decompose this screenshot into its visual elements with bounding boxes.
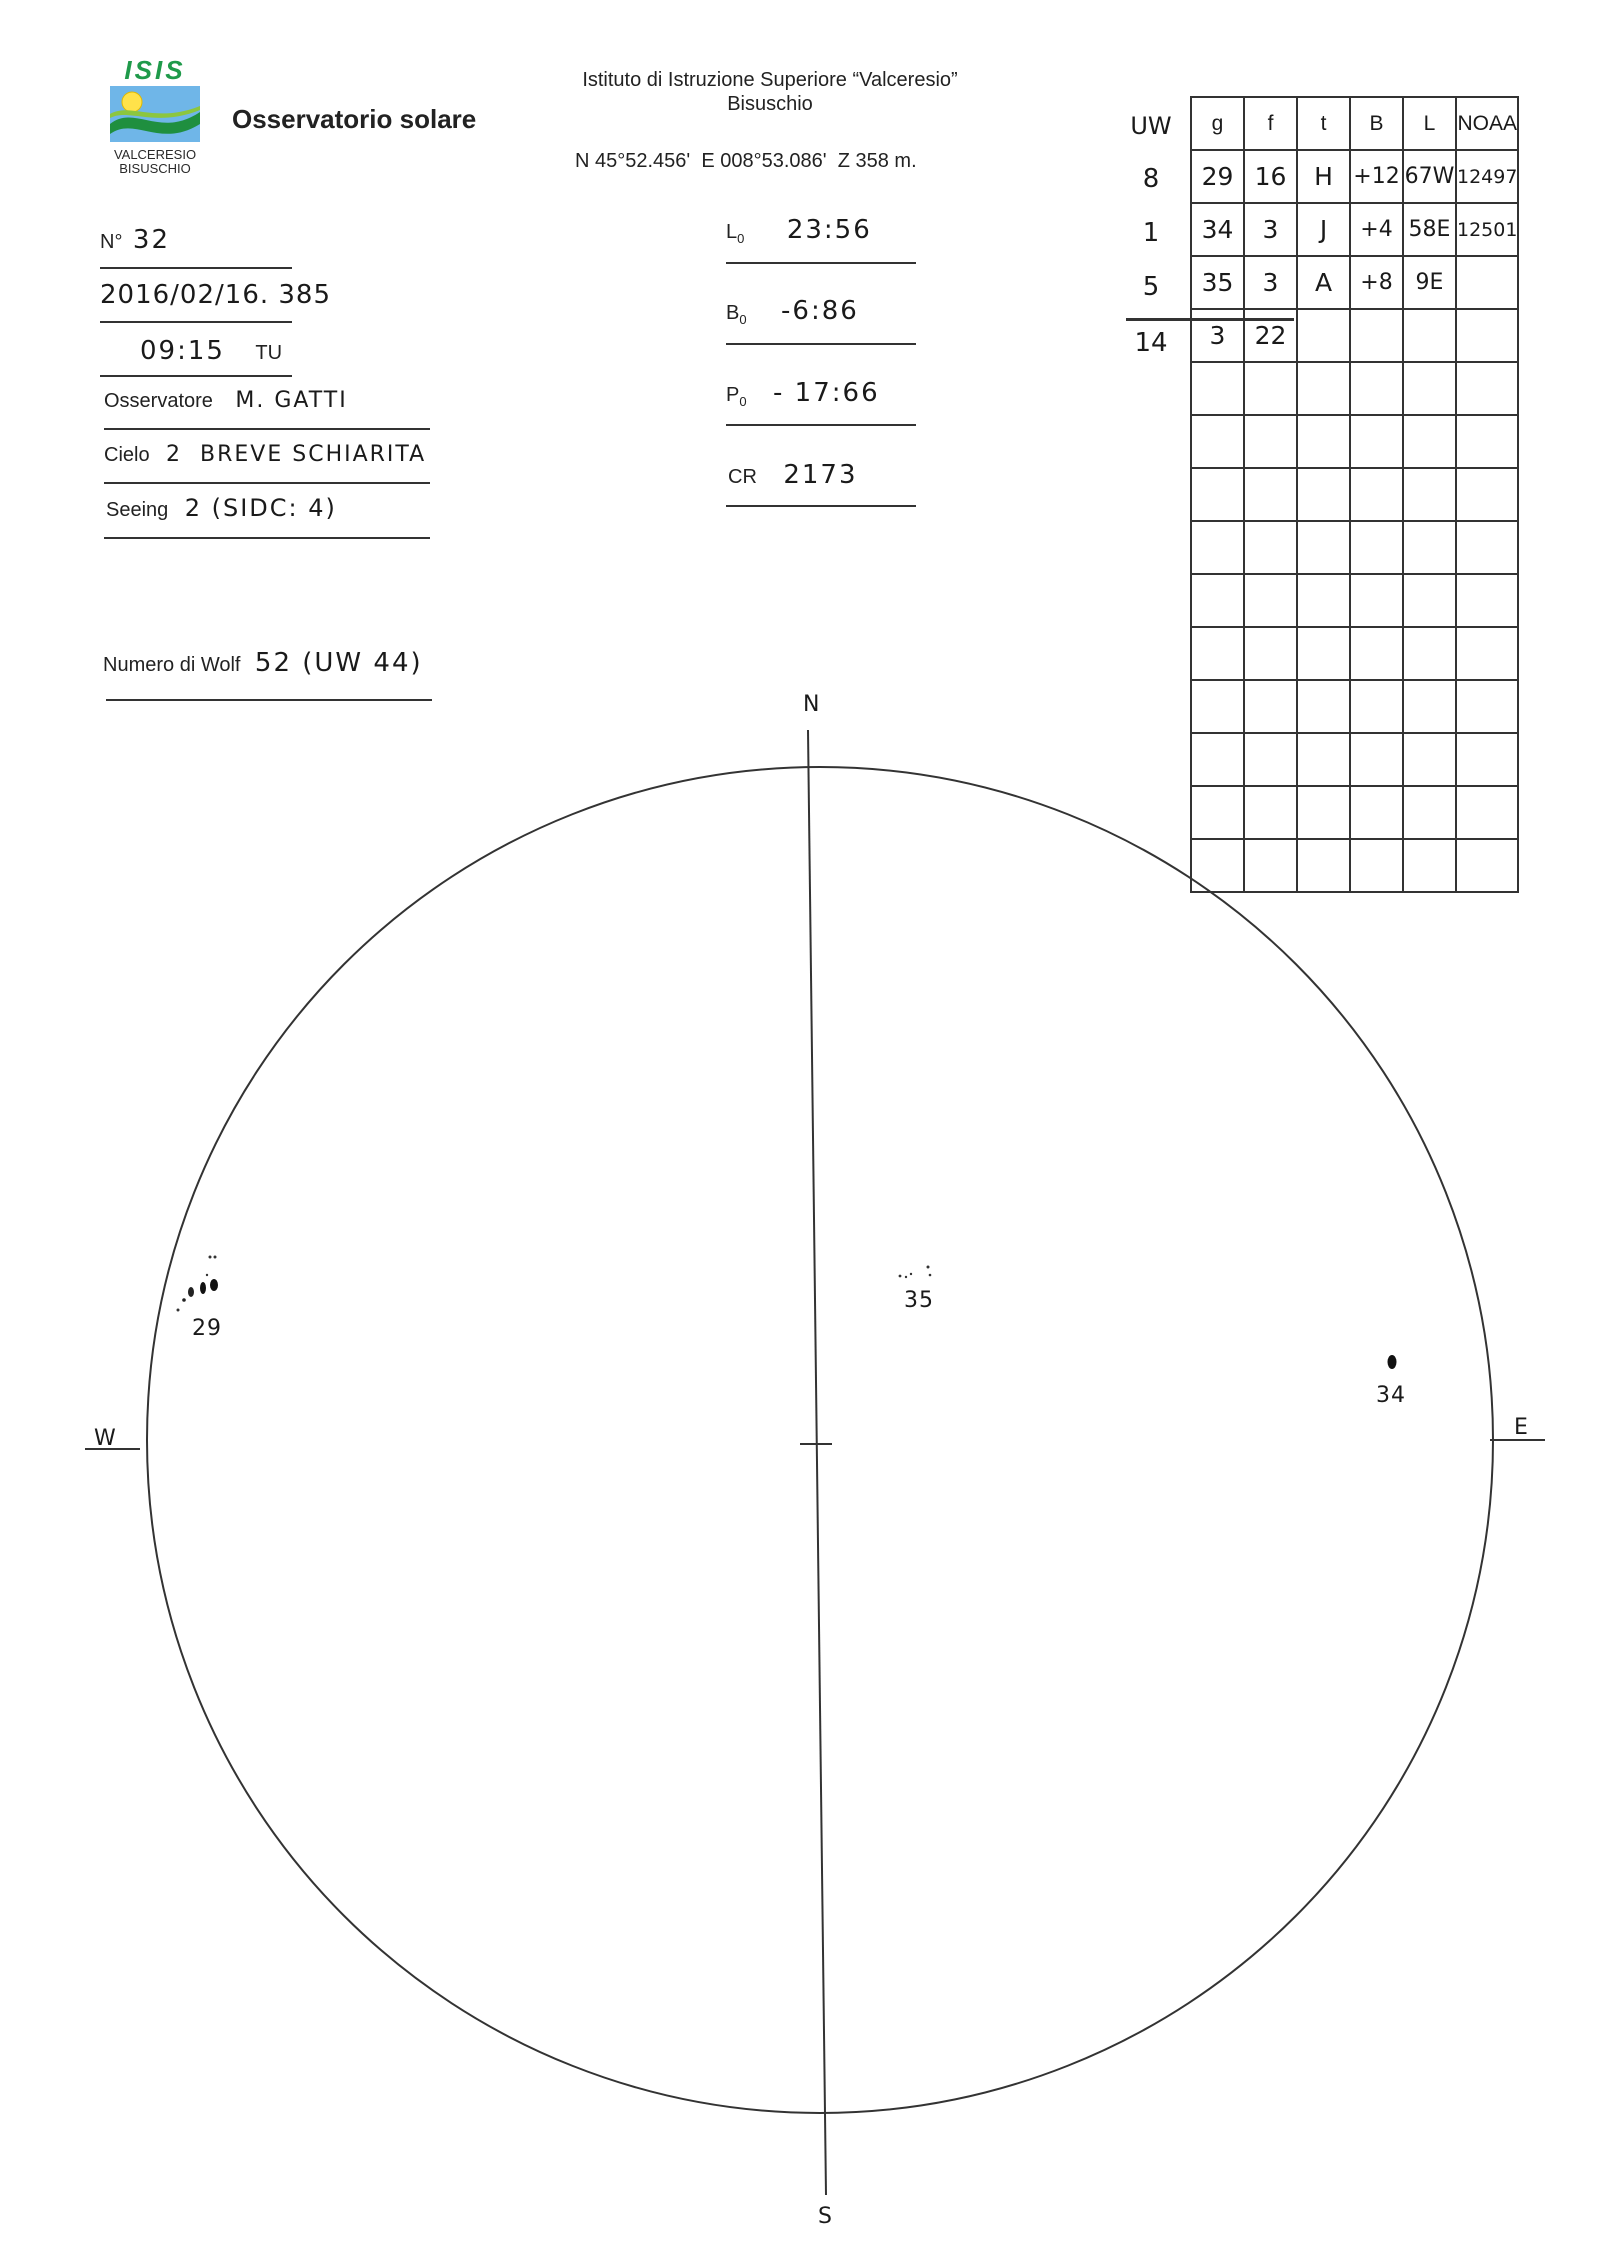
empty-table-cell	[1456, 468, 1518, 521]
empty-table-cell	[1350, 627, 1403, 680]
empty-table-cell	[1297, 468, 1350, 521]
table-cell	[1403, 309, 1456, 362]
table-cell: 12501	[1456, 203, 1518, 256]
empty-table-cell	[1403, 627, 1456, 680]
logo-mark: ISIS	[124, 55, 186, 85]
empty-table-cell	[1191, 574, 1244, 627]
empty-table-cell	[1244, 680, 1297, 733]
table-cell: 22	[1244, 309, 1297, 362]
seeing-label: Seeing	[106, 499, 169, 521]
col-header-L: L	[1403, 97, 1456, 150]
divider	[104, 428, 430, 430]
table-cell: 58E	[1403, 203, 1456, 256]
field-seeing	[106, 494, 337, 522]
empty-table-row	[1191, 468, 1518, 521]
empty-table-row	[1191, 733, 1518, 786]
table-row	[1191, 150, 1518, 203]
time-value: 09:15	[140, 336, 225, 366]
field-number	[100, 225, 170, 255]
empty-table-cell	[1456, 415, 1518, 468]
empty-table-cell	[1403, 786, 1456, 839]
field-wolf	[103, 648, 423, 678]
table-row	[1191, 203, 1518, 256]
empty-table-cell	[1244, 839, 1297, 892]
empty-table-rows	[1191, 362, 1518, 892]
empty-table-cell	[1297, 627, 1350, 680]
CR-value: 2173	[783, 460, 858, 490]
empty-table-cell	[1244, 468, 1297, 521]
empty-table-row	[1191, 521, 1518, 574]
empty-table-cell	[1456, 627, 1518, 680]
table-cell	[1456, 256, 1518, 309]
table-cell: A	[1297, 256, 1350, 309]
empty-table-cell	[1403, 680, 1456, 733]
uw-header: UW	[1130, 112, 1172, 140]
col-header-noaa: NOAA	[1456, 97, 1518, 150]
empty-table-cell	[1403, 415, 1456, 468]
observer-label: Osservatore	[104, 390, 213, 412]
empty-table-cell	[1403, 521, 1456, 574]
empty-table-cell	[1403, 733, 1456, 786]
empty-table-cell	[1244, 415, 1297, 468]
table-row	[1191, 256, 1518, 309]
sunspot-group-table	[1190, 96, 1519, 893]
field-B0	[726, 296, 859, 327]
divider	[100, 267, 292, 269]
field-sky	[104, 442, 426, 467]
empty-table-cell	[1297, 680, 1350, 733]
field-P0	[726, 378, 880, 409]
number-value: 32	[132, 225, 170, 255]
divider	[104, 482, 430, 484]
empty-table-cell	[1244, 733, 1297, 786]
empty-table-cell	[1191, 415, 1244, 468]
solar-disk-outline	[147, 767, 1493, 2113]
uw-value-1: 8	[1142, 164, 1160, 194]
uw-total: 14	[1134, 328, 1168, 358]
group-label-29: 29	[192, 1316, 222, 1341]
empty-table-cell	[1191, 839, 1244, 892]
table-cell: +12	[1350, 150, 1403, 203]
empty-table-cell	[1297, 415, 1350, 468]
empty-table-cell	[1244, 362, 1297, 415]
empty-table-row	[1191, 362, 1518, 415]
L0-label: $L_0$	[726, 221, 745, 246]
group-label-34: 34	[1376, 1383, 1406, 1408]
empty-table-cell	[1350, 574, 1403, 627]
page-title: Osservatorio solare	[232, 104, 477, 134]
table-cell: 35	[1191, 256, 1244, 309]
table-header-row	[1191, 97, 1518, 150]
table-cell: 3	[1191, 309, 1244, 362]
empty-table-cell	[1191, 521, 1244, 574]
P0-label: $P_0$	[726, 384, 747, 409]
divider	[726, 343, 916, 345]
empty-table-row	[1191, 627, 1518, 680]
institute-line1: Istituto di Istruzione Superiore “Valceresio”	[582, 69, 958, 91]
empty-table-cell	[1297, 521, 1350, 574]
empty-table-cell	[1403, 839, 1456, 892]
empty-table-cell	[1403, 574, 1456, 627]
empty-table-cell	[1350, 733, 1403, 786]
logo-line2: BISUSCHIO	[119, 161, 191, 176]
logo-line1: VALCERESIO	[113, 147, 197, 162]
wolf-value: 52 (UW 44)	[254, 648, 423, 678]
table-cell	[1297, 309, 1350, 362]
table-cell: 67W	[1403, 150, 1456, 203]
table-cell: H	[1297, 150, 1350, 203]
field-observer	[104, 388, 348, 413]
empty-table-cell	[1456, 574, 1518, 627]
B0-value: -6:86	[781, 296, 859, 326]
sky-label: Cielo	[104, 444, 150, 466]
time-unit: TU	[255, 342, 283, 364]
empty-table-cell	[1297, 574, 1350, 627]
table-cell: 29	[1191, 150, 1244, 203]
institute-name	[540, 68, 1000, 116]
field-CR	[728, 460, 858, 490]
cardinal-east: E	[1514, 1415, 1530, 1440]
observer-value: M. GATTI	[235, 388, 348, 413]
empty-table-cell	[1350, 521, 1403, 574]
wolf-label: Numero di Wolf	[103, 654, 241, 676]
col-header-B: B	[1350, 97, 1403, 150]
P0-value: - 17:66	[773, 378, 880, 408]
L0-value: 23:56	[786, 215, 872, 245]
empty-table-cell	[1403, 362, 1456, 415]
empty-table-row	[1191, 786, 1518, 839]
empty-table-cell	[1244, 521, 1297, 574]
field-time	[140, 336, 282, 366]
empty-table-cell	[1456, 680, 1518, 733]
empty-table-cell	[1350, 786, 1403, 839]
empty-table-cell	[1191, 362, 1244, 415]
empty-table-cell	[1456, 733, 1518, 786]
table-cell: +4	[1350, 203, 1403, 256]
table-cell: +8	[1350, 256, 1403, 309]
table-cell: 3	[1244, 256, 1297, 309]
empty-table-cell	[1350, 468, 1403, 521]
col-header-f: f	[1244, 97, 1297, 150]
table-cell: 9E	[1403, 256, 1456, 309]
cardinal-west: W	[94, 1426, 118, 1451]
cardinal-north: N	[803, 692, 822, 717]
divider	[104, 537, 430, 539]
empty-table-cell	[1350, 680, 1403, 733]
empty-table-cell	[1191, 786, 1244, 839]
sunspot-group-29	[177, 1256, 219, 1312]
empty-table-cell	[1350, 839, 1403, 892]
institute-line2: Bisuschio	[727, 93, 813, 115]
empty-table-row	[1191, 574, 1518, 627]
divider	[100, 321, 292, 323]
seeing-value: 2 (SIDC: 4)	[184, 494, 337, 522]
empty-table-row	[1191, 839, 1518, 892]
empty-table-cell	[1244, 574, 1297, 627]
CR-label: CR	[728, 466, 757, 488]
empty-table-cell	[1244, 627, 1297, 680]
empty-table-row	[1191, 680, 1518, 733]
divider	[726, 505, 916, 507]
empty-table-cell	[1191, 733, 1244, 786]
table-cell: 3	[1244, 203, 1297, 256]
divider	[100, 375, 292, 377]
table-cell: 12497	[1456, 150, 1518, 203]
empty-table-cell	[1191, 468, 1244, 521]
uw-value-2: 1	[1142, 218, 1160, 248]
empty-table-cell	[1191, 680, 1244, 733]
empty-table-cell	[1297, 786, 1350, 839]
divider	[726, 424, 916, 426]
empty-table-cell	[1456, 362, 1518, 415]
table-row	[1191, 309, 1518, 362]
B0-label: $B_0$	[726, 302, 747, 327]
cardinal-south: S	[818, 2204, 834, 2229]
number-label: N°	[100, 231, 123, 253]
north-south-axis	[808, 730, 826, 2195]
group-label-35: 35	[904, 1288, 934, 1313]
empty-table-cell	[1244, 786, 1297, 839]
divider	[726, 262, 916, 264]
uw-value-3: 5	[1142, 272, 1160, 302]
sunspot-group-35	[899, 1266, 932, 1279]
empty-table-row	[1191, 415, 1518, 468]
empty-table-cell	[1456, 786, 1518, 839]
sunspot-group-34	[1388, 1355, 1397, 1369]
divider	[106, 699, 432, 701]
empty-table-cell	[1456, 521, 1518, 574]
table-cell: J	[1297, 203, 1350, 256]
empty-table-cell	[1297, 362, 1350, 415]
col-header-t: t	[1297, 97, 1350, 150]
empty-table-cell	[1191, 627, 1244, 680]
field-L0	[726, 215, 872, 246]
empty-table-cell	[1297, 733, 1350, 786]
table-cell	[1456, 309, 1518, 362]
logo	[100, 55, 210, 185]
table-cell	[1350, 309, 1403, 362]
empty-table-cell	[1297, 839, 1350, 892]
site-coordinates: N 45°52.456' E 008°53.086' Z 358 m.	[575, 150, 917, 172]
empty-table-cell	[1456, 839, 1518, 892]
col-header-g: g	[1191, 97, 1244, 150]
logo-emblem-icon	[100, 84, 210, 144]
empty-table-cell	[1403, 468, 1456, 521]
table-cell: 16	[1244, 150, 1297, 203]
table-cell: 34	[1191, 203, 1244, 256]
empty-table-cell	[1350, 362, 1403, 415]
sky-value: 2 BREVE SCHIARITA	[166, 442, 427, 467]
empty-table-cell	[1350, 415, 1403, 468]
observation-date: 2016/02/16. 385	[100, 280, 332, 310]
